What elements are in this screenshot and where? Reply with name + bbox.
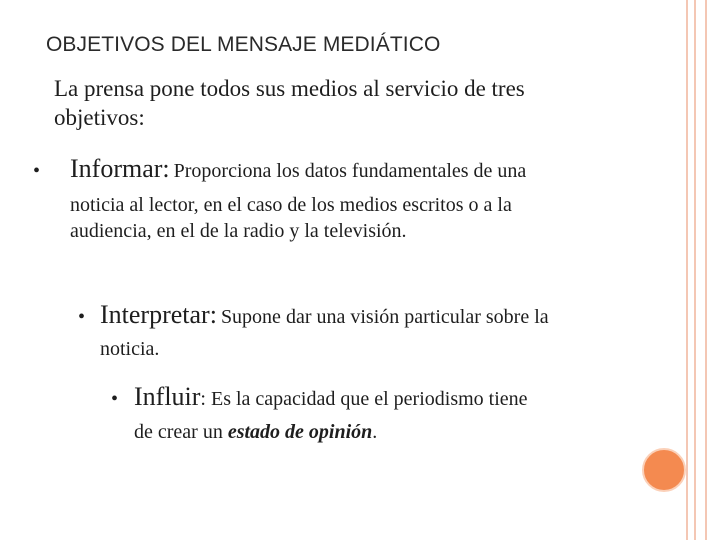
list-item-interpretar <box>100 298 660 362</box>
item-lead-informar: Informar: <box>70 154 170 183</box>
intro-line-2: objetivos: <box>54 105 145 130</box>
item-text-informar: Proporciona los datos fundamentales de una <box>173 160 527 182</box>
item-line2-before: de crear un <box>134 421 228 443</box>
intro-line-1: La prensa pone todos sus medios al servicio de tres <box>54 76 525 101</box>
item-lead-influir: Influir <box>134 382 201 411</box>
decorative-rule-3 <box>705 0 707 540</box>
item-text-interpretar: Supone dar una visión particular sobre la <box>220 306 549 328</box>
item-text-influir: : Es la capacidad que el periodismo tiene <box>200 388 528 410</box>
item-line2-informar: noticia al lector, en el caso de los medios escritos o a la <box>70 194 512 216</box>
item-line2-interpretar: noticia. <box>100 338 160 360</box>
item-line2-influir <box>134 418 654 446</box>
bullet-1: • <box>33 160 41 182</box>
item-line2-after: . <box>372 421 378 443</box>
item-lead-interpretar: Interpretar: <box>100 300 217 329</box>
bullet-2: • <box>78 306 86 328</box>
list-item-informar <box>70 152 660 244</box>
item-line3-informar: audiencia, en el de la radio y la televisión. <box>70 220 407 242</box>
emphasis-estado-de-opinion: estado de opinión <box>227 421 373 443</box>
intro-text <box>54 74 654 132</box>
decorative-rule-2 <box>694 0 696 540</box>
list-item-influir <box>134 380 654 446</box>
decorative-rule-1 <box>686 0 688 540</box>
bullet-3: • <box>111 388 119 410</box>
slide-title: OBJETIVOS DEL MENSAJE MEDIÁTICO <box>46 33 441 56</box>
decorative-circle <box>642 448 686 492</box>
